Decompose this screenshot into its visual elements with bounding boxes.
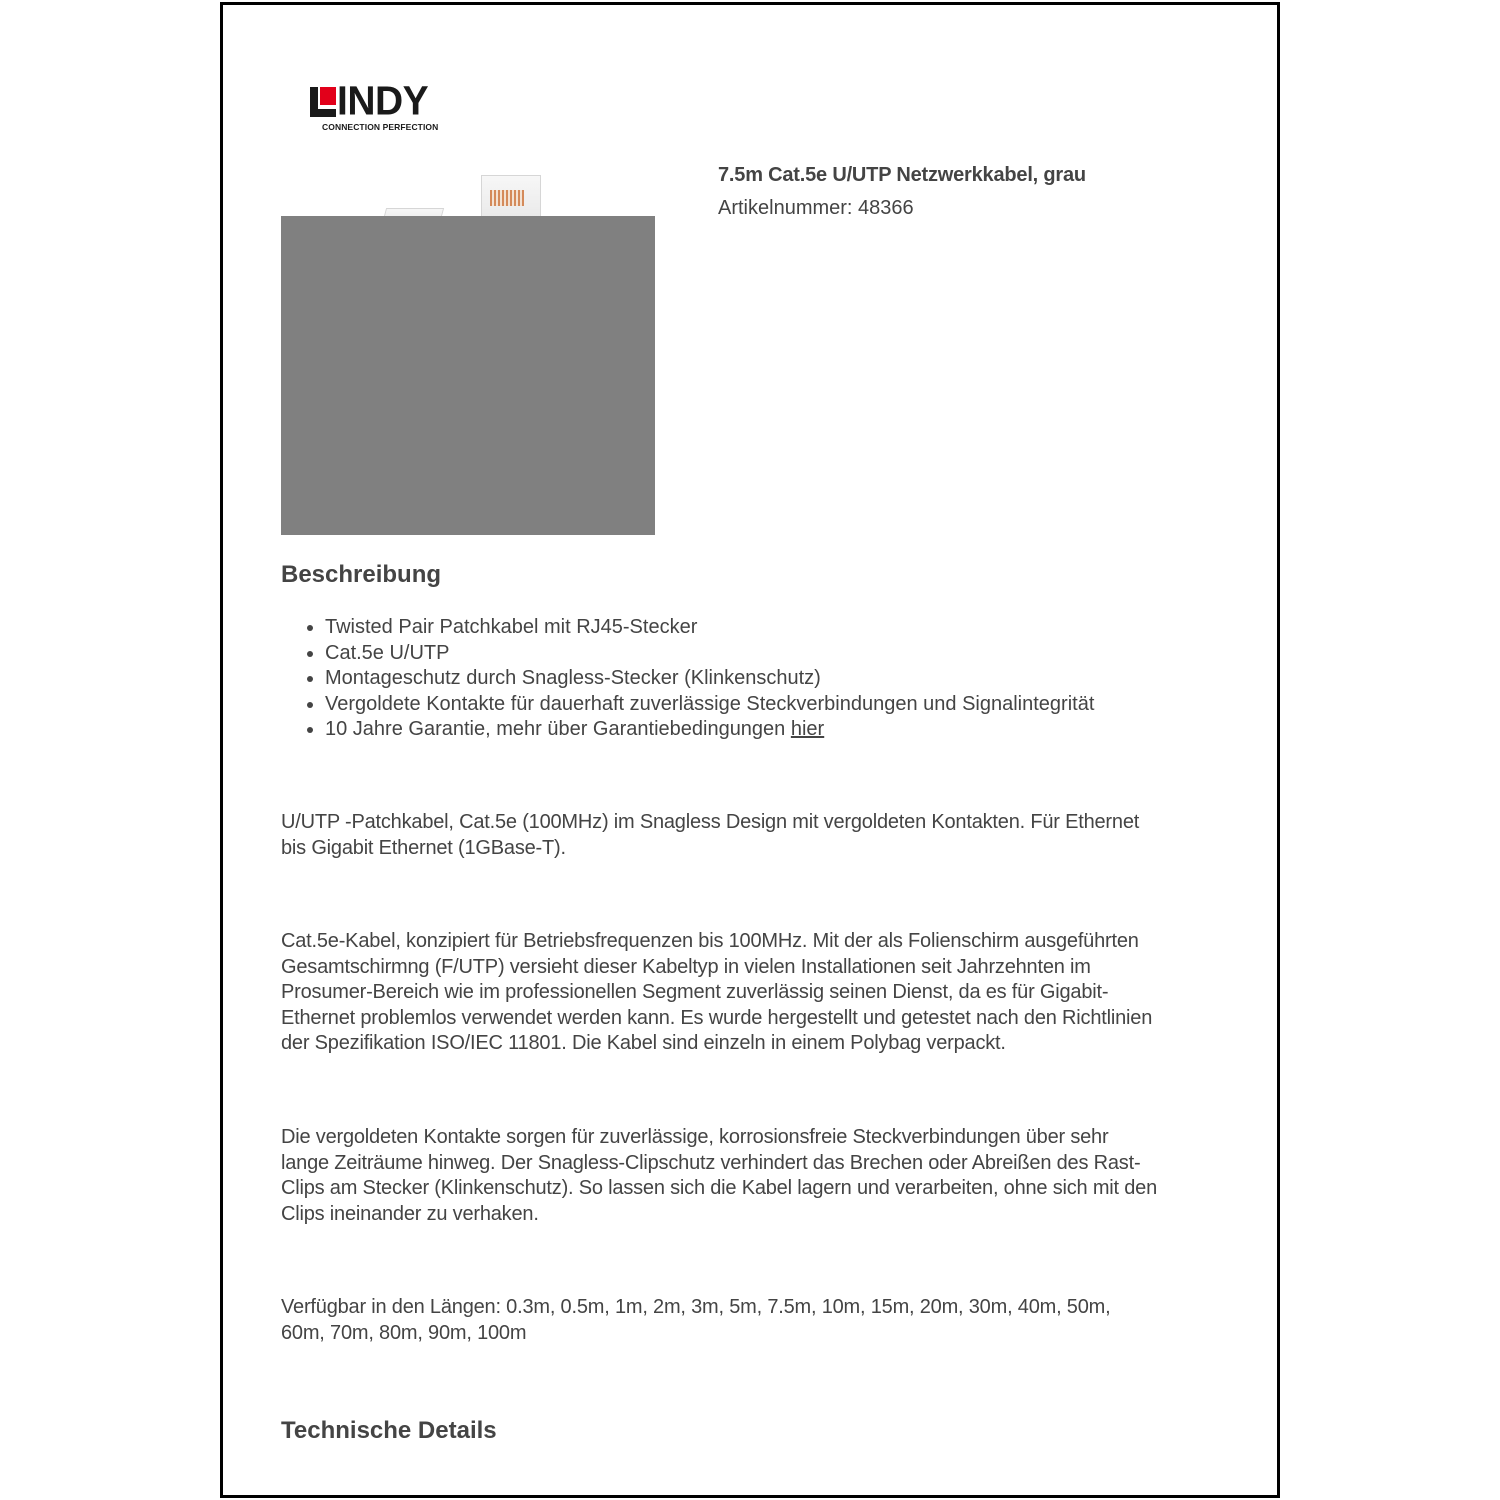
feature-list [281, 615, 1094, 743]
logo-tagline: CONNECTION PERFECTION [322, 122, 439, 132]
page-content [223, 5, 1277, 1495]
description-paragraph-2: Cat.5e-Kabel, konzipiert für Betriebsfrequenzen bis 100MHz. Mit der als Folienschirm ausgeführten Gesamtschirmng (F/UTP) versieht dieser Kabeltyp in vielen Installationen seit Jahrzehnten im Prosumer-Bereich wie im professionellen Segment zuverlässig seinen Dienst, da es für Gigabit- Ethernet problemlos verwendet werden kann. Es wurde hergestellt und getestet nach den Richtlinien der Spezifikation ISO/IEC 11801. Die Kabel sind einzeln in einem Polybag verpackt. [281, 930, 1153, 1055]
document-page [220, 2, 1280, 1498]
feature-item: • Vergoldete Kontakte für dauerhaft zuverlässige Steckverbindungen und Signalintegrität [325, 692, 1094, 718]
lindy-logo [310, 78, 460, 135]
logo-text: INDY [337, 78, 429, 125]
product-title: 7.5m Cat.5e U/UTP Netzwerkkabel, grau [718, 164, 1086, 186]
feature-item: • 10 Jahre Garantie, mehr über Garantiebedingungen hier [325, 717, 1094, 743]
description-heading: Beschreibung [281, 561, 442, 588]
logo-wordmark [310, 78, 429, 125]
warranty-link[interactable]: hier [790, 718, 825, 741]
feature-item: • Twisted Pair Patchkabel mit RJ45-Stecker [325, 615, 1094, 641]
article-number: Artikelnummer: 48366 [718, 197, 914, 219]
description-paragraph-3: Die vergoldeten Kontakte sorgen für zuverlässige, korrosionsfreie Steckverbindungen über sehr lange Zeiträume hinweg. Der Snagless-Clipschutz verhindert das Brechen oder Abreißen des Rast- Clips am Stecker (Klinkenschutz). So lassen sich die Kabel lagern und verarbeiten, ohne sich mit den Clips ineinander zu verhaken. [281, 1126, 1158, 1225]
available-lengths: Verfügbar in den Längen: 0.3m, 0.5m, 1m, 2m, 3m, 5m, 7.5m, 10m, 15m, 20m, 30m, 40m, 50m, 60m, 70m, 80m, 90m, 100m [281, 1296, 1111, 1344]
image-placeholder [281, 216, 655, 535]
technical-details-heading: Technische Details [281, 1417, 497, 1444]
description-paragraph-1: U/UTP -Patchkabel, Cat.5e (100MHz) im Snagless Design mit vergoldeten Kontakten. Für Ethernet bis Gigabit Ethernet (1GBase-T). [281, 811, 1140, 859]
feature-item: • Montageschutz durch Snagless-Stecker (Klinkenschutz) [325, 666, 1094, 692]
product-image [281, 160, 655, 536]
rj45-connector-icon [481, 175, 541, 222]
feature-item: • Cat.5e U/UTP [325, 641, 1094, 667]
logo-l-mark-icon [310, 87, 336, 117]
